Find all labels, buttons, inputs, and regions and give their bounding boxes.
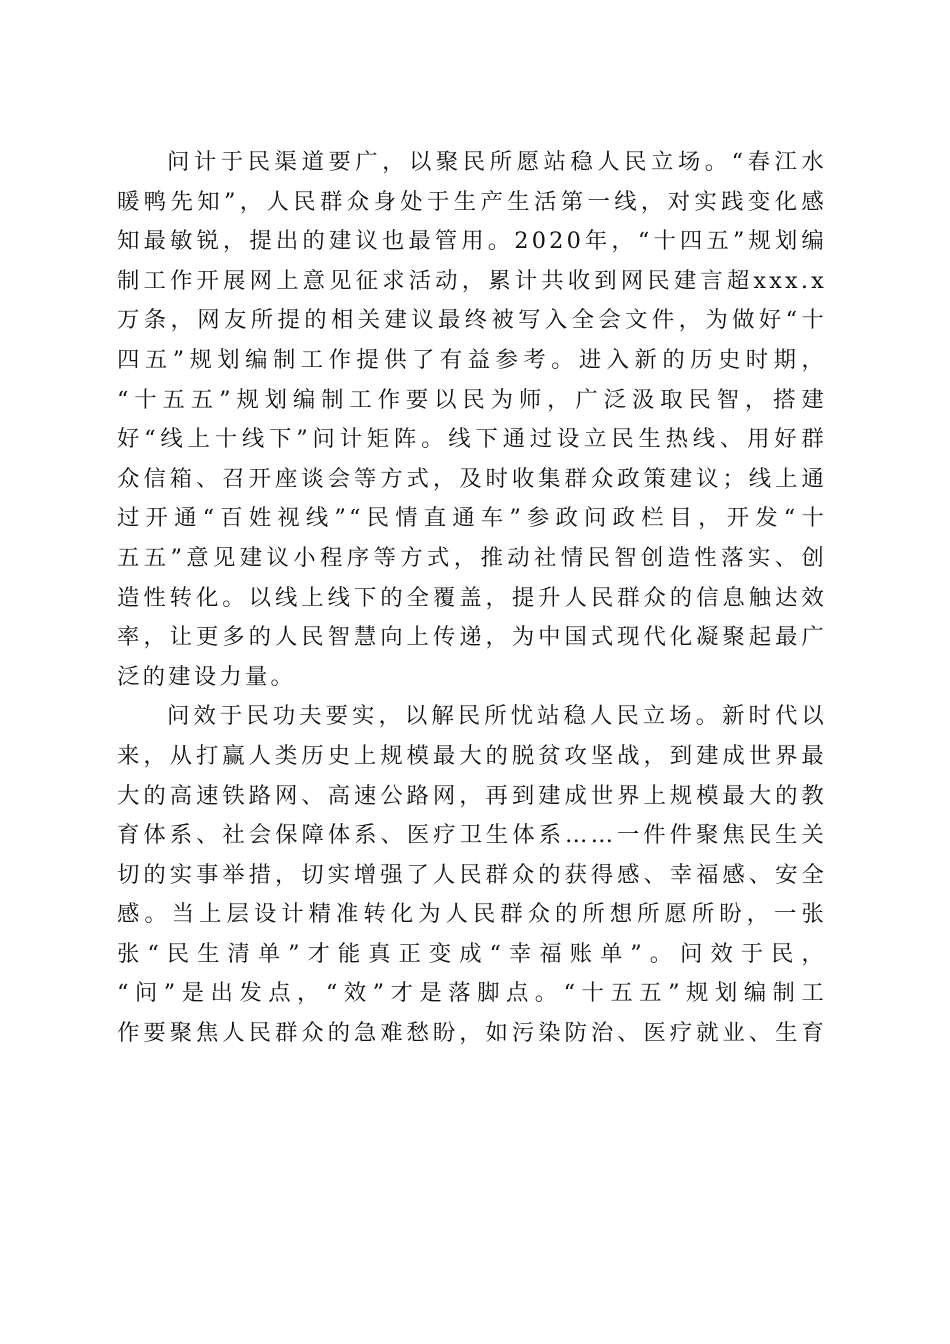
text-line: 众信箱、召开座谈会等方式，及时收集群众政策建议；线上通 (117, 465, 827, 492)
text-line: 万条，网友所提的相关建议最终被写入全会文件，为做好“十 (117, 307, 827, 334)
text-line: 率，让更多的人民智慧向上传递，为中国式现代化凝聚起最广 (117, 624, 827, 651)
text-line: 作要聚焦人民群众的急难愁盼，如污染防治、医疗就业、生育 (117, 1020, 827, 1047)
paragraph-effectiveness (117, 697, 827, 1053)
text-line: 育体系、社会保障体系、医疗卫生体系……一件件聚焦民生关 (117, 822, 827, 849)
text-line: 暖鸭先知”，人民群众身处于生产生活第一线，对实践变化感 (117, 188, 827, 215)
text-line: 张“民生清单”才能真正变成“幸福账单”。问效于民， (117, 940, 827, 967)
text-line: 造性转化。以线上线下的全覆盖，提升人民群众的信息触达效 (117, 584, 827, 611)
text-line: 问效于民功夫要实，以解民所忧站稳人民立场。新时代以 (167, 703, 827, 730)
text-line: 感。当上层设计精准转化为人民群众的所想所愿所盼，一张 (117, 901, 827, 928)
text-line: 切的实事举措，切实增强了人民群众的获得感、幸福感、安全 (117, 861, 827, 888)
text-line: 四五”规划编制工作提供了有益参考。进入新的历史时期， (117, 346, 827, 373)
text-line: 泛的建设力量。 (117, 663, 297, 690)
paragraph-consultation-channels (117, 143, 827, 697)
text-line: 好“线上十线下”问计矩阵。线下通过设立民生热线、用好群 (117, 426, 827, 453)
text-line: 来，从打赢人类历史上规模最大的脱贫攻坚战，到建成世界最 (117, 742, 827, 769)
text-line: 制工作开展网上意见征求活动，累计共收到网民建言超xxx.x (117, 267, 827, 294)
text-line: 知最敏锐，提出的建议也最管用。2020年，“十四五”规划编 (117, 228, 827, 255)
text-line: 大的高速铁路网、高速公路网，再到建成世界上规模最大的教 (117, 782, 827, 809)
text-line: 五五”意见建议小程序等方式，推动社情民智创造性落实、创 (117, 544, 827, 571)
document-page (117, 143, 827, 1054)
text-line: “十五五”规划编制工作要以民为师，广泛汲取民智，搭建 (117, 386, 827, 413)
text-line: “问”是出发点，“效”才是落脚点。“十五五”规划编制工 (117, 980, 827, 1007)
text-line: 过开通“百姓视线”“民情直通车”参政问政栏目，开发“十 (117, 505, 827, 532)
text-line: 问计于民渠道要广，以聚民所愿站稳人民立场。“春江水 (167, 149, 827, 175)
